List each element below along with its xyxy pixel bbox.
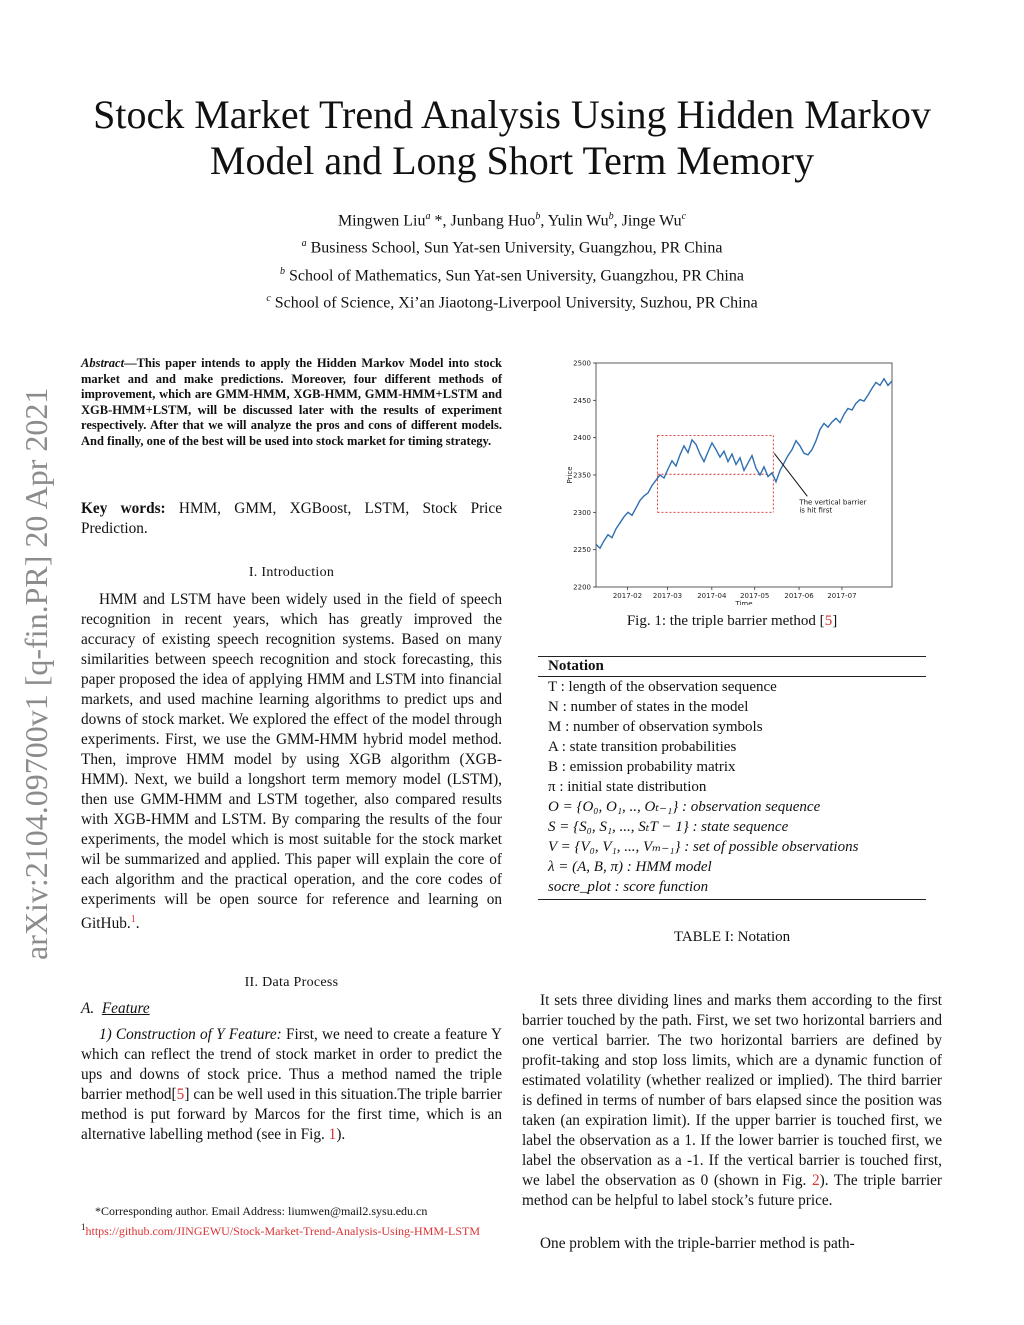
notation-row: T : length of the observation sequence — [548, 679, 777, 695]
notation-row: N : number of states in the model — [548, 699, 749, 715]
arxiv-stamp: arXiv:2104.09700v1 [q-fin.PR] 20 Apr 2021 — [18, 387, 54, 960]
footnote-mark-link[interactable]: 1 — [130, 914, 136, 925]
author-names: Mingwen Liu$^a$ *, Junbang Huo$^b$, Yulin Wu$^b$, Jinge Wu$^c$ — [337, 211, 687, 230]
citation-link-5[interactable]: 5 — [176, 1086, 185, 1103]
corresponding-author-note: *Corresponding author. Email Address: liumwen@mail2.sysu.edu.cn — [95, 1204, 428, 1218]
price-line — [596, 379, 892, 549]
intro-paragraph: HMM and LSTM have been widely used in the field of speech recognition in recent years, which has greatly improved the accuracy of existing speech recognition systems. Based on many similarities between speech recognition and stock forecasting, this paper proposed the idea of applying HMM and LSTM into financial markets, and used machine learning algorithms to predict ups and downs of stock market. We explored the effect of the model through experiments. First, we use the GMM-HMM hybrid model method. Then, improve HMM model by using XGB algorithm (XGB-HMM). Next, we build a longshort term memory model (LSTM), then use GMM-HMM and LSTM together, also compared results with XGB-HMM and LSTM. By comparing the results of the four experiments, the model which is most suitable for the stock market wil be summarized and applied. This paper will explain the core of each algorithm and the practical operation, and the core codes of experiments will be open source for reference and learning on GitHub.$^1$. — [81, 591, 502, 933]
x-tick-label: 2017-07 — [827, 592, 857, 600]
chart-barriers — [657, 435, 773, 512]
figure-ref-link-1[interactable]: 1 — [328, 1126, 337, 1143]
data-process-heading: II. Data Process — [244, 975, 339, 990]
annotation-line-1: The vertical barrier — [799, 498, 867, 507]
footnotes — [81, 1203, 502, 1239]
notation-row: π : initial state distribution — [548, 779, 707, 795]
x-tick-label: 2017-06 — [784, 592, 814, 600]
affiliation-c: $^c$ School of Science, Xi’an Jiaotong-Liverpool University, Suzhou, PR China — [266, 292, 758, 312]
path-problem-paragraph: One problem with the triple-barrier method is path- — [540, 1235, 855, 1252]
plot-frame — [596, 363, 892, 587]
x-tick-label: 2017-02 — [612, 592, 643, 600]
author-block — [0, 205, 1024, 314]
abstract-label: Abstract — [81, 356, 125, 370]
x-tick-label: 2017-04 — [697, 592, 727, 600]
notation-row: B : emission probability matrix — [548, 759, 736, 775]
affiliation-b: $^b$ School of Mathematics, Sun Yat-sen University, Guangzhou, PR China — [280, 265, 744, 284]
paper-title — [0, 92, 1024, 184]
notation-row: λ = (A, B, π) : HMM model — [548, 859, 712, 875]
abstract-text: —This paper intends to apply the Hidden Markov Model into stock market and and make predictions. Moreover, four different methods of improvement, which are GMM-HMM, XGB-HMM, GMM-HMM+LSTM and XGB-HMM+LSTM, will be discussed later with the results of experiment respectively. After that we will analyze the pros and cons of different models. And finally, one of the best will be used into stock market for timing strategy. — [81, 356, 502, 448]
title-line-2: Model and Long Short Term Memory — [209, 138, 815, 183]
x-tick-label: 2017-03 — [652, 592, 683, 600]
table-1-caption: TABLE I: Notation — [673, 929, 791, 945]
paragraph-label: 1) Construction of Y Feature: — [99, 1026, 282, 1043]
keywords — [81, 499, 502, 539]
y-tick-label: 2300 — [573, 508, 591, 517]
triple-barrier-chart — [560, 355, 900, 605]
y-tick-label: 2250 — [573, 546, 591, 555]
notation-row: A : state transition probabilities — [548, 739, 737, 755]
subsection-feature: A. Feature — [81, 1000, 150, 1017]
title-line-1: Stock Market Trend Analysis Using Hidden Markov — [93, 92, 931, 137]
caption-citation-link[interactable]: 5 — [824, 613, 833, 629]
y-feature-paragraph: 1) Construction of Y Feature: First, we need to create a feature Y which can reflect the trend of stock market in order to predict the ups and downs of stock price. Thus a method named the triple barrier method[5] can be well used in this situation.The triple barrier method is put forward by Marcos for the first time, which is an alternative labelling method (see in Fig. 1). — [81, 1026, 503, 1143]
github-footnote: $^1$https://github.com/JINGEWU/Stock-Market-Trend-Analysis-Using-HMM-LSTM — [81, 1222, 481, 1238]
chart-axes — [566, 360, 892, 606]
notation-row: O = {O₀, O₁, .., Oₜ₋₁} : observation sequence — [548, 799, 821, 815]
figure-1-caption: Fig. 1: the triple barrier method [5] — [626, 613, 838, 629]
notation-row: socre_plot : score function — [548, 879, 709, 895]
y-tick-label: 2350 — [573, 471, 591, 480]
notation-row: M : number of observation symbols — [548, 719, 763, 735]
y-tick-label: 2450 — [573, 396, 591, 405]
intro-heading: I. Introduction — [248, 565, 335, 580]
notation-row: S = {S₀, S₁, ..., SₜT − 1} : state sequence — [548, 819, 789, 835]
y-axis-label: Price — [566, 466, 574, 484]
notation-table — [538, 656, 926, 900]
affiliation-a: $^a$ Business School, Sun Yat-sen University, Guangzhou, PR China — [301, 238, 723, 257]
keywords-label: Key words: — [81, 500, 166, 517]
x-tick-label: 2017-05 — [740, 592, 770, 600]
notation-header: Notation — [538, 657, 926, 677]
notation-row: V = {V₀, V₁, ..., Vₘ₋₁} : set of possible observations — [548, 839, 859, 855]
y-tick-label: 2400 — [573, 434, 591, 443]
triple-barrier-paragraph: It sets three dividing lines and marks them according to the first barrier touched by the path. First, we set two horizontal barriers and one vertical barrier. The two horizontal barriers are defined by profit-taking and stop loss limits, which are a dynamic function of estimated volatility (whether realized or implied). The third barrier is defined in terms of number of bars elapsed since the position was taken (an expiration limit). If the upper barrier is touched first, we label the observation as a 1. If the lower barrier is touched first, we label the observation as a -1. If the vertical barrier is touched first, we label the observation as 0 (shown in Fig. 2). The triple barrier method can be helpful to label stock’s future price. — [522, 992, 942, 1209]
chart-series — [596, 379, 892, 549]
figure-ref-link-2[interactable]: 2 — [811, 1172, 820, 1189]
y-tick-label: 2500 — [573, 359, 591, 368]
annotation-line-2: is hit first — [799, 506, 833, 515]
x-axis-label: Time — [735, 600, 753, 605]
keywords-text: HMM, GMM, XGBoost, LSTM, Stock Price Prediction. — [81, 500, 502, 537]
github-link[interactable]: https://github.com/JINGEWU/Stock-Market-Trend-Analysis-Using-HMM-LSTM — [85, 1224, 481, 1238]
annotation-arrow — [774, 453, 807, 496]
y-tick-label: 2200 — [573, 583, 591, 592]
chart-annotation — [774, 453, 866, 514]
abstract — [81, 356, 502, 450]
